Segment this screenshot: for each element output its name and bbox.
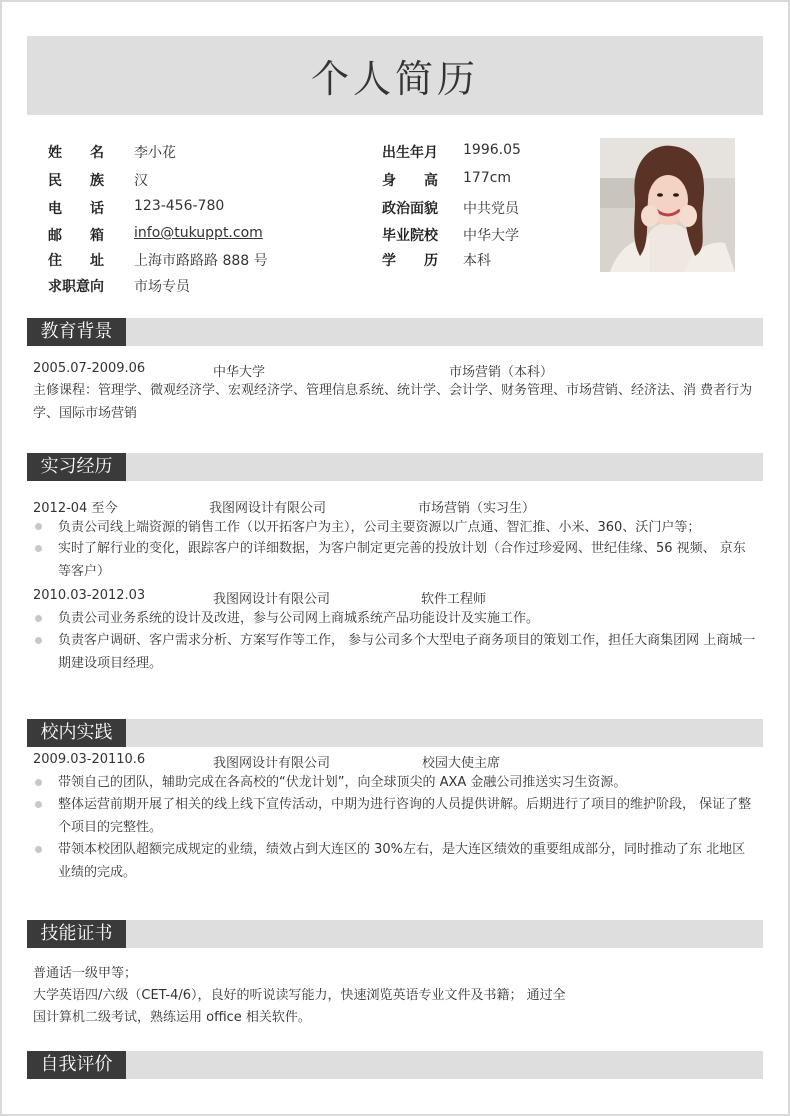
education-period: 2005.07-2009.06: [33, 361, 146, 376]
job-1-company: 我图网设计有限公司: [209, 501, 327, 516]
campus-period: 2009.03-20110.6: [33, 752, 146, 767]
job-2-company: 我图网设计有限公司: [213, 592, 331, 607]
campus-heading: 校内实践: [27, 719, 126, 747]
degree-value: 本科: [463, 253, 491, 269]
name-label: 姓 名: [48, 145, 104, 161]
bullet-icon: [35, 615, 42, 622]
education-school: 中华大学: [213, 365, 266, 380]
degree-label: 学 历: [382, 253, 438, 269]
bullet-icon: [35, 545, 42, 552]
title-bar: [27, 36, 763, 115]
job-2-bullet-1: 负责公司业务系统的设计及改进，参与公司网上商城系统产品功能设计及实施工作。: [58, 611, 540, 626]
job-2-period: 2010.03-2012.03: [33, 588, 146, 603]
objective-value: 市场专员: [134, 279, 190, 295]
phone-value: 123-456-780: [134, 198, 225, 214]
politics-value: 中共党员: [463, 201, 519, 217]
job-1-bullet-1: 负责公司线上端资源的销售工作（以开拓客户为主），公司主要资源以广点通、智汇推、小米、360、沃门户等；: [58, 520, 701, 535]
school-value: 中华大学: [463, 228, 519, 244]
email-label: 邮 箱: [48, 228, 104, 244]
education-heading: 教育背景: [27, 318, 126, 346]
profile-photo: [600, 138, 735, 272]
campus-bullet-2: 整体运营前期开展了相关的线上线下宣传活动，中期为进行咨询的人员提供讲解。后期进行了项目的维护阶段， 保证了整个项目的完整性。: [58, 797, 752, 835]
campus-bullet-1: 带领自己的团队，辅助完成在各高校的“伏龙计划”，向全球顶尖的 AXA 金融公司推送实习生资源。: [58, 775, 627, 790]
school-label: 毕业院校: [382, 228, 438, 244]
bullet-icon: [35, 779, 42, 786]
job-1-period: 2012-04 至今: [33, 501, 118, 516]
campus-company: 我图网设计有限公司: [213, 756, 331, 771]
birth-label: 出生年月: [382, 145, 438, 161]
bullet-icon: [35, 846, 42, 853]
campus-bullet-3: 带领本校团队超额完成规定的业绩，绩效占到大连区的 30%左右，是大连区绩效的重要组成部分，同时推动了东 北地区业绩的完成。: [58, 842, 746, 880]
address-value: 上海市路路路 888 号: [134, 253, 268, 269]
skills-section-header: [27, 920, 763, 948]
bullet-icon: [35, 637, 42, 644]
phone-label: 电 话: [48, 201, 104, 217]
skills-line-1: 普通话一级甲等；: [33, 966, 138, 981]
profile-photo-image: [600, 138, 735, 272]
bullet-icon: [35, 523, 42, 530]
ethnic-label: 民 族: [48, 173, 104, 189]
job-1-bullet-2: 实时了解行业的变化，跟踪客户的详细数据，为客户制定更完善的投放计划（合作过珍爱网、世纪佳缘、56 视频、 京东等客户）: [58, 541, 746, 579]
skills-heading: 技能证书: [27, 920, 126, 948]
education-courses: 主修课程：管理学、微观经济学、宏观经济学、管理信息系统、统计学、会计学、财务管理、市场营销、经济法、消 费者行为学、国际市场营销: [33, 383, 753, 421]
height-label: 身 高: [382, 173, 438, 189]
ethnic-value: 汉: [134, 173, 148, 189]
height-value: 177cm: [463, 170, 512, 186]
job-2-role: 软件工程师: [421, 592, 487, 607]
campus-section-header: [27, 719, 763, 747]
objective-label: 求职意向: [48, 279, 104, 295]
self-eval-heading: 自我评价: [27, 1051, 126, 1079]
name-value: 李小花: [134, 145, 176, 161]
skills-line-3: 国计算机二级考试，熟练运用 office 相关软件。: [33, 1010, 311, 1025]
bullet-icon: [35, 801, 42, 808]
self-eval-section-header: [27, 1051, 763, 1079]
education-section-header: [27, 318, 763, 346]
education-major: 市场营销（本科）: [449, 365, 554, 380]
email-link[interactable]: info@tukuppt.com: [134, 225, 263, 241]
internship-section-header: [27, 453, 763, 481]
birth-value: 1996.05: [463, 142, 521, 158]
campus-role: 校园大使主席: [422, 756, 501, 771]
internship-heading: 实习经历: [27, 453, 126, 481]
page-title: 个人简历: [310, 57, 479, 101]
address-label: 住 址: [48, 253, 104, 269]
job-1-role: 市场营销（实习生）: [418, 501, 536, 516]
skills-line-2: 大学英语四/六级（CET-4/6），良好的听说读写能力，快速浏览英语专业文件及书籍； 通过全: [33, 988, 566, 1003]
job-2-bullet-2: 负责客户调研、客户需求分析、方案写作等工作， 参与公司多个大型电子商务项目的策划工作，担任大商集团网 上商城一期建设项目经理。: [58, 633, 756, 671]
politics-label: 政治面貌: [382, 201, 438, 217]
